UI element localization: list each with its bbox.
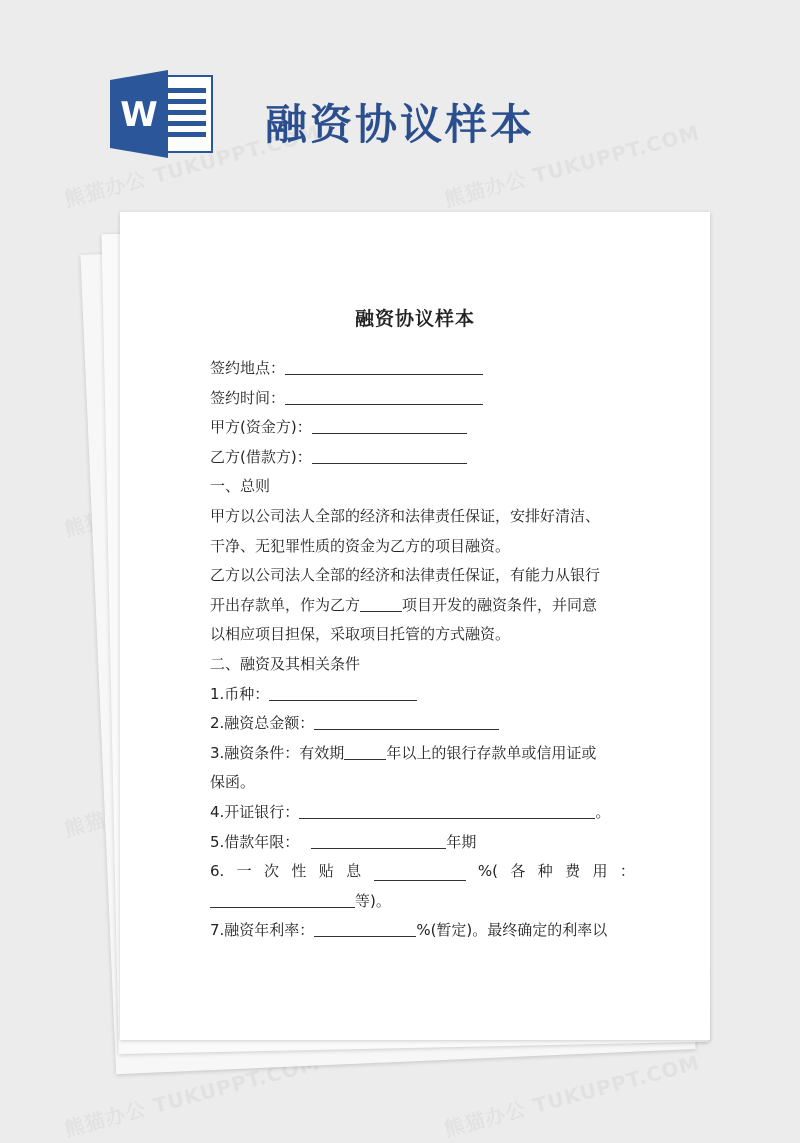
doc-line-financing-conditions: 3.融资条件：有效期 年以上的银行存款单或信用证或: [210, 743, 597, 762]
blank-total-amount: [314, 712, 499, 730]
blank-signing-place: [285, 357, 483, 375]
word-logo-letter: W: [120, 95, 158, 135]
doc-line-discount-interest: 6. 一 次 性 贴 息 %( 各 种 费 用 ：: [210, 862, 635, 881]
document-body: [210, 354, 635, 946]
blank-signing-time: [285, 387, 483, 405]
blank-project-name: [360, 594, 402, 612]
blank-loan-term: [311, 831, 446, 849]
doc-line-party-a: 甲方(资金方)：: [210, 413, 635, 443]
word-document-icon: [108, 68, 216, 160]
doc-paragraph-line: 开出存款单，作为乙方 项目开发的融资条件，并同意: [210, 595, 598, 614]
doc-line-issuing-bank: 4.开证银行： 。: [210, 802, 611, 821]
document-title: 融资协议样本: [354, 308, 475, 330]
doc-line-signing-place: 签约地点：: [210, 354, 635, 384]
blank-party-b: [312, 446, 467, 464]
section-heading-general: 一、总则: [210, 477, 271, 496]
doc-line-signing-time: 签约时间：: [210, 384, 635, 414]
doc-line-loan-term: 5.借款年限： 年期: [210, 832, 477, 851]
blank-validity-years: [344, 742, 386, 760]
section-heading-financing: 二、融资及其相关条件: [210, 654, 361, 673]
watermark: [441, 1046, 703, 1142]
doc-line-annual-rate: 7.融资年利率： %(暂定)。最终确定的利率以: [210, 921, 608, 940]
doc-paragraph-line: 干净、无犯罪性质的资金为乙方的项目融资。: [210, 536, 511, 555]
blank-currency: [269, 683, 417, 701]
header-title: 融资协议样本: [265, 100, 536, 149]
doc-line-party-b: 乙方(借款方)：: [210, 443, 635, 473]
blank-issuing-bank: [299, 801, 595, 819]
doc-paragraph-line: 以相应项目担保，采取项目托管的方式融资。: [210, 625, 511, 644]
blank-fees: [210, 890, 355, 908]
blank-annual-rate: [314, 919, 416, 937]
doc-paragraph-line: 等)。: [210, 887, 635, 917]
doc-line-currency: 1.币种：: [210, 680, 635, 710]
doc-paragraph-line: 乙方以公司法人全部的经济和法律责任保证，有能力从银行: [210, 566, 601, 585]
blank-discount-rate: [374, 863, 466, 881]
doc-paragraph-line: 保函。: [210, 773, 256, 792]
doc-line-total-amount: 2.融资总金额：: [210, 709, 635, 739]
blank-party-a: [312, 416, 467, 434]
doc-paragraph-line: 甲方以公司法人全部的经济和法律责任保证，安排好清洁、: [210, 506, 601, 525]
